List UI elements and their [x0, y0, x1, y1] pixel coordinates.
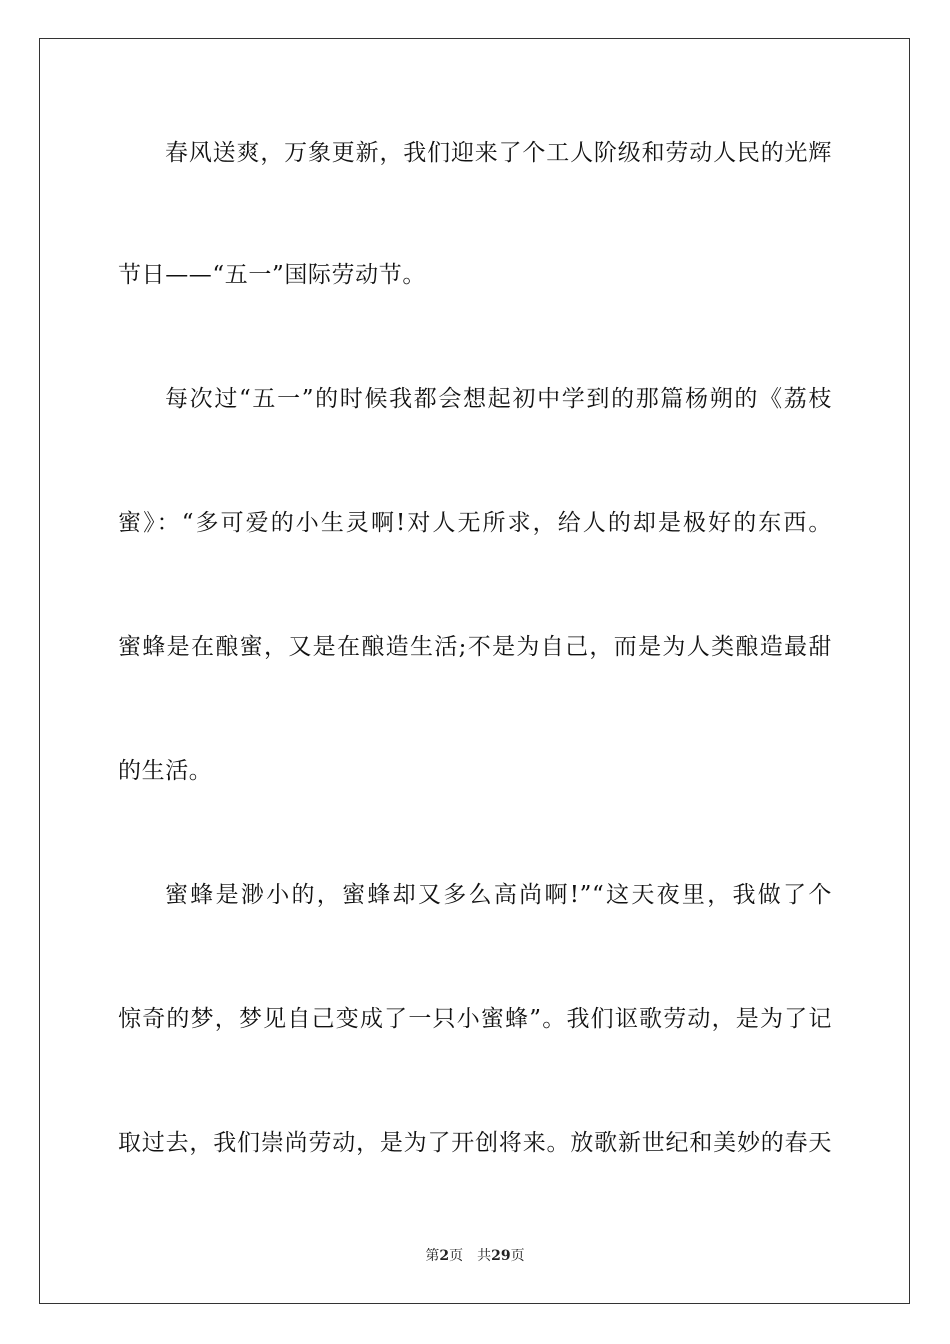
footer-page-suffix: 页 [449, 1248, 464, 1264]
paragraph-2-line-2: 蜜》：“多可爱的小生灵啊!对人无所求，给人的却是极好的东西。 [118, 510, 832, 536]
paragraph-3-line-1: 蜜蜂是渺小的，蜜蜂却又多么高尚啊!”“这天夜里，我做了个 [165, 882, 832, 908]
page-frame [39, 38, 910, 1304]
paragraph-2-line-1: 每次过“五一”的时候我都会想起初中学到的那篇杨朔的《荔枝 [165, 386, 832, 412]
paragraph-1-line-1: 春风送爽，万象更新，我们迎来了个工人阶级和劳动人民的光辉 [165, 140, 832, 166]
paragraph-2-line-3: 蜜蜂是在酿蜜，又是在酿造生活;不是为自己，而是为人类酿造最甜 [118, 634, 832, 660]
paragraph-3-line-2: 惊奇的梦，梦见自己变成了一只小蜜蜂”。我们讴歌劳动，是为了记 [118, 1006, 832, 1032]
page-number-footer [0, 1246, 950, 1266]
footer-prefix: 第 [425, 1248, 440, 1264]
footer-total-suffix: 页 [510, 1248, 525, 1264]
paragraph-3-line-3: 取过去，我们崇尚劳动，是为了开创将来。放歌新世纪和美妙的春天 [118, 1130, 832, 1156]
current-page-number: 2 [439, 1248, 450, 1264]
footer-total-prefix: 共 [477, 1248, 492, 1264]
paragraph-2-line-4: 的生活。 [118, 758, 213, 784]
paragraph-1-line-2: 节日——“五一”国际劳动节。 [118, 262, 426, 288]
total-pages-number: 29 [491, 1248, 511, 1264]
